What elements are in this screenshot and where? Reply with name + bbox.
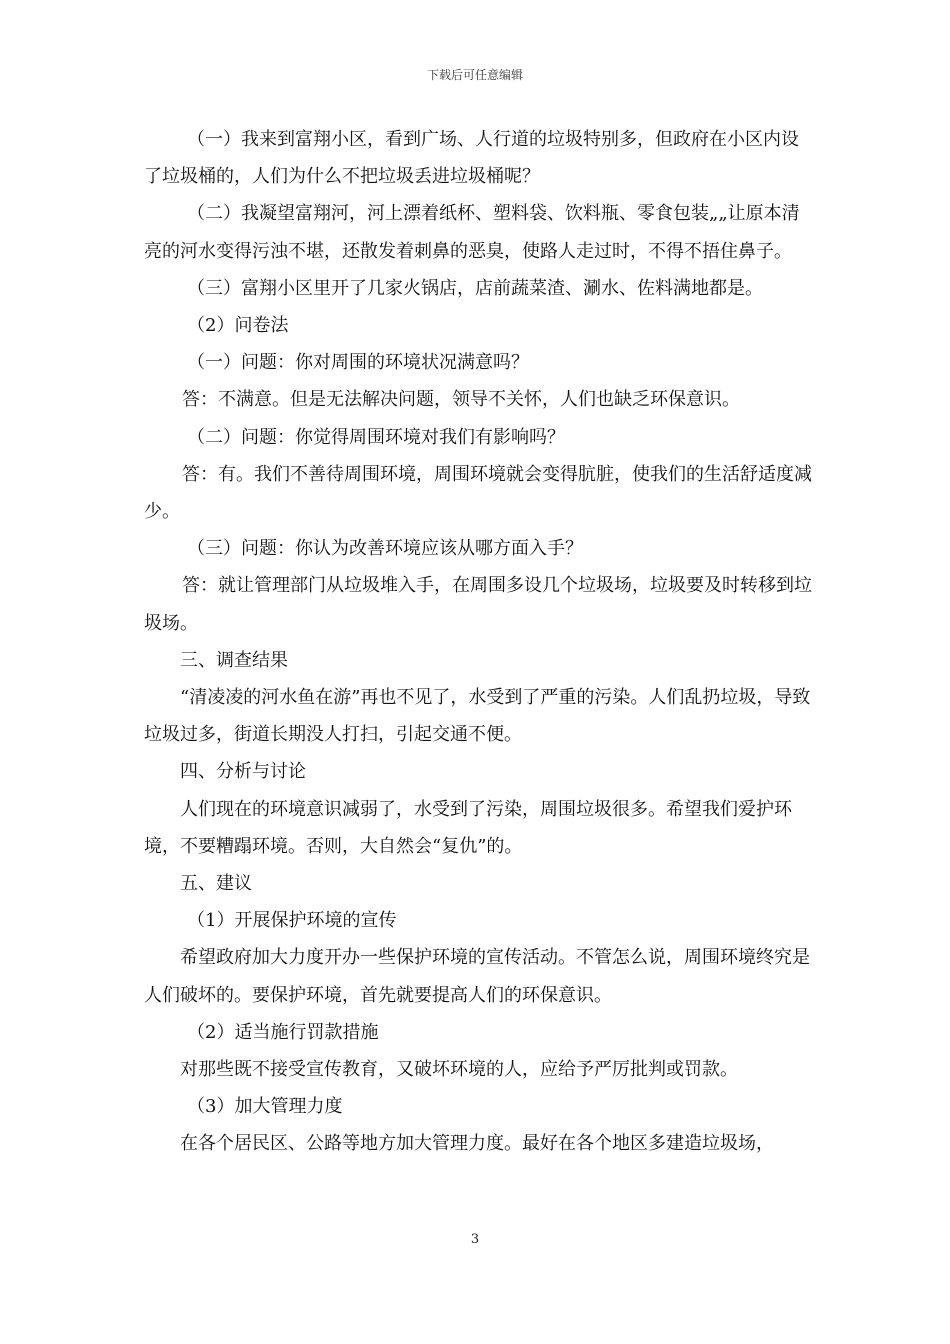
page-header: 下载后可任意编辑 bbox=[426, 68, 523, 82]
section-subheading: （3）加大管理力度 bbox=[187, 1096, 343, 1118]
section-subheading: （1）开展保护环境的宣传 bbox=[187, 910, 397, 932]
paragraph: （三）富翔小区里开了几家火锅店，店前蔬菜渣、涮水、佐料满地都是。 bbox=[187, 277, 763, 299]
answer: 答：不满意。但是无法解决问题，领导不关怀，人们也缺乏环保意识。 bbox=[182, 389, 740, 411]
section-heading: 五、建议 bbox=[180, 873, 252, 895]
document-body bbox=[144, 121, 812, 1163]
paragraph: 希望政府加大力度开办一些保护环境的宣传活动。不管怎么说，周围环境终究是人们破坏的。要保护环境，首先就要提高人们的环保意识。 bbox=[144, 947, 810, 1006]
paragraph: 对那些既不接受宣传教育，又破坏环境的人，应给予严厉批判或罚款。 bbox=[180, 1059, 738, 1081]
question: （三）问题：你认为改善环境应该从哪方面入手？ bbox=[187, 538, 583, 560]
paragraph: 人们现在的环境意识减弱了，水受到了污染，周围垃圾很多。希望我们爱护环境，不要糟蹋环境。否则，大自然会“复仇”的。 bbox=[144, 798, 792, 857]
section-heading: 四、分析与讨论 bbox=[180, 761, 306, 783]
paragraph: “清凌凌的河水鱼在游”再也不见了，水受到了严重的污染。人们乱扔垃圾，导致垃圾过多，街道长期没人打扫，引起交通不便。 bbox=[144, 687, 811, 746]
answer: 答：就让管理部门从垃圾堆入手，在周围多设几个垃圾场，垃圾要及时转移到垃圾场。 bbox=[144, 575, 812, 634]
section-subheading: （2）适当施行罚款措施 bbox=[187, 1021, 379, 1043]
paragraph: （一）我来到富翔小区，看到广场、人行道的垃圾特别多，但政府在小区内设了垃圾桶的，人们为什么不把垃圾丢进垃圾桶呢？ bbox=[144, 129, 799, 188]
answer: 答：有。我们不善待周围环境，周围环境就会变得肮脏，使我们的生活舒适度减少。 bbox=[144, 463, 812, 523]
paragraph: 在各个居民区、公路等地方加大管理力度。最好在各个地区多建造垃圾场， bbox=[180, 1133, 774, 1155]
question: （二）问题：你觉得周围环境对我们有影响吗？ bbox=[187, 426, 565, 448]
paragraph: （二）我凝望富翔河，河上漂着纸杯、塑料袋、饮料瓶、零食包装„„让原本清亮的河水变得污浊不堪，还散发着刺鼻的恶臭，使路人走过时，不得不捂住鼻子。 bbox=[144, 203, 800, 262]
page-number: 3 bbox=[470, 1232, 480, 1247]
question: （一）问题：你对周围的环境状况满意吗？ bbox=[187, 352, 529, 374]
section-subheading: （2）问卷法 bbox=[187, 315, 289, 337]
section-heading: 三、调查结果 bbox=[180, 649, 288, 671]
